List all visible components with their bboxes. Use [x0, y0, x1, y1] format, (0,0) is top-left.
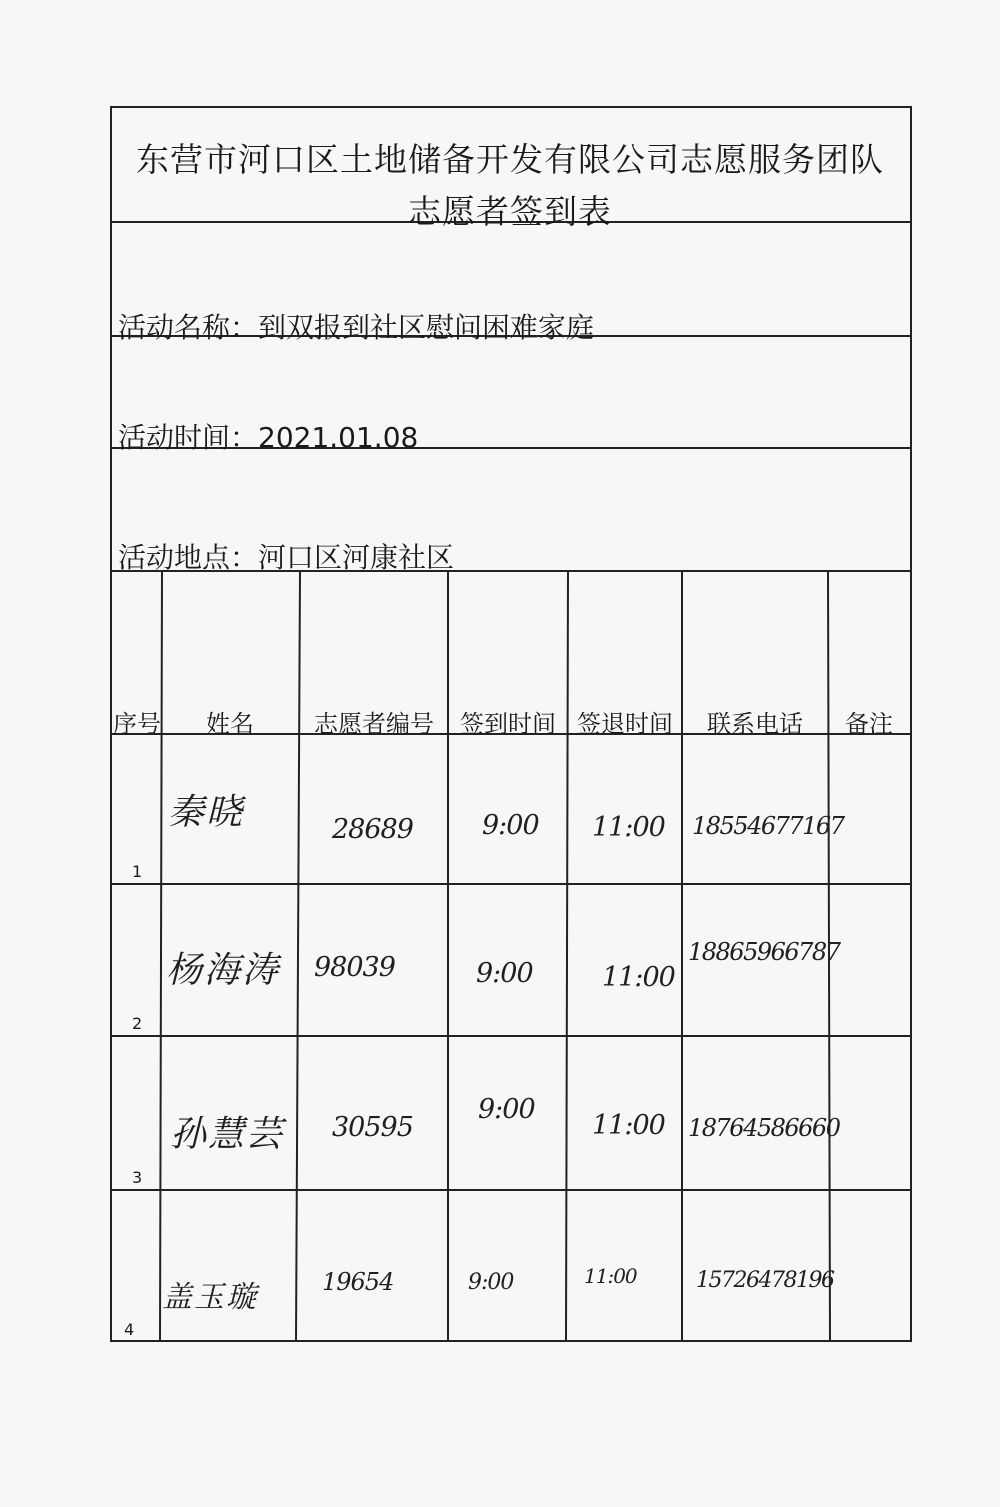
volunteer-name-signature: 孙慧芸 [170, 1114, 285, 1155]
sign-in-time: 9:00 [476, 958, 533, 989]
volunteer-id: 28689 [332, 814, 413, 845]
column-header-volunteer-id: 志愿者编号 [314, 710, 434, 738]
sign-out-time: 11:00 [602, 962, 675, 993]
volunteer-id: 19654 [322, 1268, 394, 1296]
phone-number: 15726478196 [696, 1268, 834, 1293]
sign-in-time: 9:00 [478, 1094, 535, 1125]
sheet-title: 东营市河口区土地储备开发有限公司志愿服务团队 [136, 140, 884, 179]
column-header-index: 序号 [113, 710, 161, 738]
activity-name [118, 306, 594, 346]
sheet-subtitle: 志愿者签到表 [408, 192, 612, 231]
phone-number: 18865966787 [688, 938, 840, 966]
row-index: 3 [132, 1168, 143, 1187]
activity-name-label: 活动名称： [118, 311, 259, 344]
column-header-name: 姓名 [206, 710, 254, 738]
sign-out-time: 11:00 [584, 1264, 637, 1288]
activity-time-label: 活动时间： [118, 421, 259, 454]
row-index: 4 [124, 1320, 135, 1339]
row-index: 1 [132, 862, 143, 881]
sign-out-time: 11:00 [592, 1110, 665, 1141]
activity-name-value: 到双报到社区慰问困难家庭 [258, 311, 595, 344]
phone-number: 18764586660 [688, 1114, 840, 1142]
column-header-sign-out: 签退时间 [577, 710, 673, 738]
sign-out-time: 11:00 [592, 812, 665, 843]
sign-in-time: 9:00 [482, 810, 539, 841]
column-header-note: 备注 [845, 710, 893, 738]
volunteer-id: 30595 [332, 1112, 413, 1143]
volunteer-name-signature: 盖玉璇 [162, 1280, 258, 1315]
activity-time-value: 2021.01.08 [258, 421, 419, 454]
volunteer-name-signature: 杨海涛 [166, 950, 281, 991]
phone-number: 18554677167 [692, 812, 844, 840]
activity-time [118, 416, 418, 456]
sign-in-sheet [110, 106, 912, 1342]
volunteer-id: 98039 [314, 952, 395, 983]
column-header-phone: 联系电话 [707, 710, 803, 738]
row-index: 2 [132, 1014, 143, 1033]
volunteer-name-signature: 秦晓 [168, 792, 245, 833]
column-header-sign-in: 签到时间 [460, 710, 556, 738]
activity-location-value: 河口区河康社区 [258, 541, 455, 574]
activity-location-label: 活动地点： [118, 541, 259, 574]
sign-in-time: 9:00 [468, 1270, 514, 1295]
activity-location [118, 536, 454, 576]
